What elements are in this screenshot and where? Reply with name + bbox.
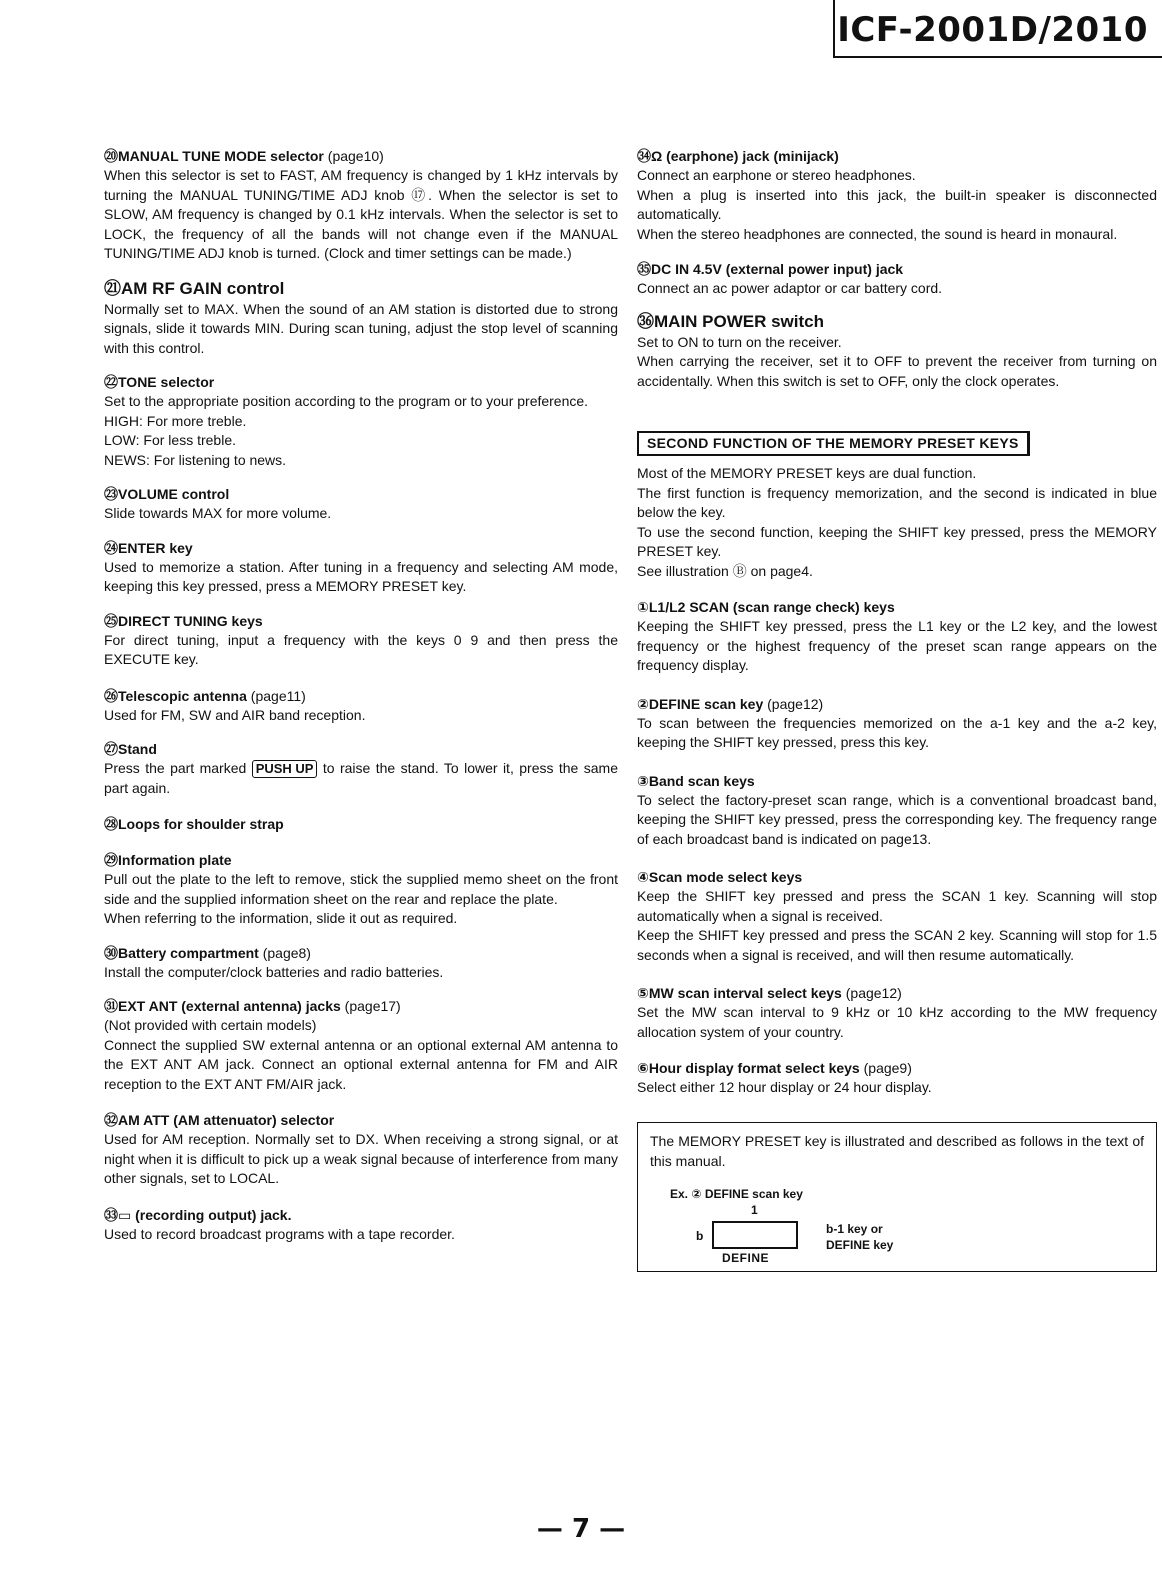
page-number: — 7 — — [536, 1514, 626, 1544]
item-body — [637, 791, 1157, 850]
item-title-text: TONE selector — [118, 374, 215, 390]
item-number: ㉑ — [104, 278, 121, 298]
page-reference: (page10) — [323, 148, 384, 164]
list-item — [637, 311, 1157, 392]
list-item — [637, 694, 1157, 753]
item-paragraph: Pull out the plate to the left to remove, stick the supplied memo sheet on the front side and the supplied information sheet on the rear and replace the plate. — [104, 871, 618, 907]
item-title — [104, 1110, 618, 1130]
page-reference: (page11) — [246, 687, 306, 704]
item-title — [104, 1205, 618, 1225]
item-title — [104, 146, 618, 166]
section-header: SECOND FUNCTION OF THE MEMORY PRESET KEYS — [637, 431, 1030, 456]
item-title-text: MAIN POWER switch — [654, 311, 825, 331]
item-paragraph: Normally set to MAX. When the sound of an AM station is distorted due to strong signals, slide it towards MIN. During scan tuning, adjust the stop level of scanning with this control. — [104, 300, 618, 356]
key-description-line: b-1 key or — [826, 1221, 883, 1236]
header-box — [833, 0, 1162, 58]
item-number: ㉕ — [104, 612, 118, 629]
item-title-text: AM ATT (AM attenuator) selector — [118, 1112, 335, 1128]
list-item — [104, 850, 618, 929]
item-number: ㉘ — [104, 816, 118, 832]
item-body — [104, 166, 618, 264]
key-top-label: 1 — [751, 1202, 758, 1217]
item-body — [104, 558, 618, 597]
page-reference: (page12) — [841, 985, 902, 1001]
item-number: ㉖ — [104, 687, 118, 704]
model-title: ICF-2001D/2010 — [837, 10, 1148, 50]
item-number: ㉚ — [104, 944, 118, 961]
section-paragraph: See illustration Ⓑ on page4. — [637, 562, 813, 579]
item-paragraph: Install the computer/clock batteries and radio batteries. — [104, 963, 444, 980]
item-title — [104, 739, 618, 759]
item-title — [637, 867, 1157, 887]
item-title-text: Stand — [118, 741, 157, 757]
item-number: ③ — [637, 772, 649, 789]
item-title — [637, 771, 1157, 791]
item-title — [637, 311, 1157, 333]
item-paragraph: When the stereo headphones are connected, the sound is heard in monaural. — [637, 225, 1118, 242]
list-item — [104, 814, 618, 834]
item-title — [637, 597, 1157, 617]
page-reference: (page17) — [340, 998, 401, 1014]
item-title-text: Information plate — [118, 852, 232, 868]
section-intro — [637, 464, 1157, 581]
item-number: ㊱ — [637, 311, 654, 331]
item-number: ㉜ — [104, 1112, 118, 1128]
item-body — [637, 279, 1157, 299]
item-paragraph: NEWS: For listening to news. — [104, 451, 287, 468]
item-body — [637, 333, 1157, 392]
item-paragraph: When this selector is set to FAST, AM frequency is changed by 1 kHz intervals by turning the MANUAL TUNING/TIME ADJ knob ⑰. When the selector is set to SLOW, AM frequency is changed by 0.1 kHz intervals. When the selector is set to LOCK, the frequency of all the bands will not change even if the MANUAL TUNING/TIME ADJ knob is turned. (Clock and timer settings can be made.) — [104, 167, 618, 261]
item-title — [104, 850, 618, 870]
item-paragraph: To select the factory-preset scan range, which is a conventional broadcast band, keeping the SHIFT key pressed, press the corresponding key. The frequency range of each broadcast band is indicated on page13. — [637, 791, 1157, 847]
item-paragraph: Connect the supplied SW external antenna or an optional external AM antenna to the EXT ANT AM jack. Connect an optional external antenna for FM and AIR reception to the EXT ANT FM/AIR jack. — [104, 1036, 618, 1092]
item-paragraph: Keeping the SHIFT key pressed, press the L1 key or the L2 key, and the lowest frequency or the highest frequency of the preset scan range appears on the frequency display. — [637, 618, 1157, 673]
item-title — [104, 686, 618, 706]
item-number: ㉗ — [104, 741, 118, 757]
list-item — [637, 597, 1157, 676]
item-title — [104, 943, 618, 963]
item-number: ㉔ — [104, 539, 118, 556]
right-column — [637, 146, 1157, 1272]
item-body — [637, 887, 1157, 965]
item-title — [637, 1058, 1157, 1078]
item-paragraph: When referring to the information, slide it out as required. — [104, 910, 458, 926]
item-number: ⑥ — [637, 1060, 649, 1076]
item-number: ㉓ — [104, 486, 118, 502]
item-paragraph: Select either 12 hour display or 24 hour display. — [637, 1079, 932, 1095]
list-item — [104, 943, 618, 983]
push-up-label: PUSH UP — [252, 760, 318, 778]
item-number: ⑳ — [104, 148, 118, 164]
item-paragraph: Used to record broadcast programs with a tape recorder. — [104, 1225, 455, 1242]
item-title-text: ▭ (recording output) jack. — [118, 1206, 292, 1223]
item-title-text: Loops for shoulder strap — [118, 816, 284, 832]
list-item — [104, 538, 618, 597]
item-title — [104, 484, 618, 504]
item-paragraph: HIGH: For more treble. — [104, 412, 247, 429]
list-item — [104, 1110, 618, 1189]
list-item — [104, 611, 618, 670]
item-paragraph: Connect an earphone or stereo headphones. — [637, 167, 916, 183]
item-body — [637, 1078, 1157, 1098]
item-title — [637, 983, 1157, 1003]
item-title — [104, 611, 618, 631]
list-item — [637, 983, 1157, 1042]
item-title — [104, 814, 618, 834]
item-body — [104, 1130, 618, 1189]
item-body — [104, 1016, 618, 1094]
key-diagram — [650, 1203, 1144, 1263]
page-reference: (page8) — [258, 944, 311, 961]
item-paragraph: When carrying the receiver, set it to OFF to prevent the receiver from turning on accidentally. When this switch is set to OFF, only the clock operates. — [637, 353, 1157, 389]
page-reference: (page12) — [763, 695, 824, 712]
key-description-line: DEFINE key — [826, 1237, 894, 1252]
item-title — [637, 694, 1157, 714]
item-paragraph: When a plug is inserted into this jack, the built-in speaker is disconnected automatically. — [637, 186, 1157, 222]
item-title-text: L1/L2 SCAN (scan range check) keys — [648, 599, 895, 615]
item-number: ㉝ — [104, 1206, 118, 1223]
item-body — [104, 759, 618, 798]
item-paragraph: Used for FM, SW and AIR band reception. — [104, 706, 366, 723]
section-paragraph: To use the second function, keeping the SHIFT key pressed, press the MEMORY PRESET key. — [637, 523, 1157, 559]
item-number: ㉒ — [104, 374, 118, 390]
key-bottom-label: DEFINE — [722, 1250, 770, 1265]
list-item — [104, 996, 618, 1094]
item-paragraph: Keep the SHIFT key pressed and press the SCAN 1 key. Scanning will stop automatically when a signal is received. — [637, 888, 1157, 924]
item-paragraph: Set to ON to turn on the receiver. — [637, 333, 842, 350]
list-item — [637, 771, 1157, 850]
section-paragraph: The first function is frequency memorization, and the second is indicated in blue below the key. — [637, 484, 1157, 520]
list-item — [637, 867, 1157, 965]
item-body — [637, 714, 1157, 753]
item-title-text: VOLUME control — [118, 486, 230, 502]
item-number: ① — [637, 599, 649, 615]
item-title-text: DEFINE scan key — [648, 695, 764, 712]
item-paragraph: Set the MW scan interval to 9 kHz or 10 kHz according to the MW frequency allocation system of your country. — [637, 1004, 1157, 1040]
item-paragraph: LOW: For less treble. — [104, 432, 237, 448]
item-title — [104, 372, 618, 392]
page-reference: (page9) — [859, 1060, 912, 1076]
list-item — [637, 1058, 1157, 1098]
item-paragraph: Used for AM reception. Normally set to DX. When receiving a strong signal, or at night when it is difficult to pick up a weak signal because of interference from many other signals, set to LOCAL. — [104, 1131, 618, 1186]
list-item — [104, 1205, 618, 1245]
item-body — [104, 631, 618, 670]
list-item — [104, 686, 618, 726]
list-item — [104, 372, 618, 470]
item-title-text: Band scan keys — [648, 772, 755, 789]
item-body — [104, 870, 618, 929]
item-body — [637, 617, 1157, 676]
item-paragraph: Set to the appropriate position according to the program or to your preference. — [104, 393, 589, 409]
item-body — [104, 963, 618, 983]
item-paragraph: (Not provided with certain models) — [104, 1017, 317, 1033]
item-paragraph — [104, 759, 618, 798]
item-body — [104, 1225, 618, 1245]
item-title-text: EXT ANT (external antenna) jacks — [118, 998, 341, 1014]
item-body — [104, 300, 618, 359]
section-paragraph: Most of the MEMORY PRESET keys are dual function. — [637, 465, 977, 481]
item-title-text: Battery compartment — [118, 944, 259, 961]
item-number: ㉟ — [637, 261, 651, 277]
list-item — [104, 484, 618, 524]
item-body — [637, 166, 1157, 244]
item-paragraph: Used to memorize a station. After tuning in a frequency and selecting AM mode, keeping this key pressed, press a MEMORY PRESET key. — [104, 558, 618, 594]
list-item — [104, 146, 618, 264]
item-number: ② — [637, 695, 649, 712]
item-number: ㉞ — [637, 148, 651, 164]
item-number: ㉛ — [104, 998, 118, 1014]
item-title-text: MANUAL TUNE MODE selector — [118, 148, 324, 164]
item-title-text: Scan mode select keys — [648, 869, 803, 885]
item-title — [637, 146, 1157, 166]
item-paragraph: For direct tuning, input a frequency with the keys 0 9 and then press the EXECUTE key. — [104, 631, 618, 667]
item-paragraph: Connect an ac power adaptor or car battery cord. — [637, 280, 943, 296]
item-title — [104, 996, 618, 1016]
item-number: ㉙ — [104, 852, 118, 868]
item-number: ④ — [637, 869, 649, 885]
item-title-text: AM RF GAIN control — [121, 278, 285, 298]
item-title — [104, 278, 618, 300]
list-item — [104, 278, 618, 359]
item-title-text: Ω (earphone) jack (minijack) — [651, 148, 839, 164]
left-column — [104, 146, 618, 1258]
item-body — [104, 392, 618, 470]
item-paragraph: Keep the SHIFT key pressed and press the SCAN 2 key. Scanning will stop for 1.5 seconds when a signal is received, and will then resume automatically. — [637, 927, 1157, 963]
item-body — [104, 706, 618, 726]
item-title — [104, 538, 618, 558]
item-body — [637, 1003, 1157, 1042]
stand-text-post: to raise the stand. To lower it, press the same part again. — [104, 760, 618, 796]
key-description — [826, 1221, 893, 1253]
item-title-text: ENTER key — [118, 539, 193, 556]
item-title-text: Telescopic antenna — [118, 687, 247, 704]
item-title-text: DIRECT TUNING keys — [118, 612, 263, 629]
example-label: Ex. ② DEFINE scan key — [670, 1186, 803, 1201]
list-item — [637, 146, 1157, 244]
item-title — [637, 259, 1157, 279]
item-paragraph: Slide towards MAX for more volume. — [104, 505, 332, 521]
note-text: The MEMORY PRESET key is illustrated and described as follows in the text of this manual. — [650, 1132, 1144, 1169]
item-number: ⑤ — [637, 985, 649, 1001]
list-item — [104, 739, 618, 798]
key-left-label: b — [696, 1228, 704, 1243]
key-illustration — [712, 1221, 798, 1249]
item-body — [104, 504, 618, 524]
item-title-text: DC IN 4.5V (external power input) jack — [651, 261, 904, 277]
item-title-text: Hour display format select keys — [648, 1060, 860, 1076]
item-title-text: MW scan interval select keys — [648, 985, 842, 1001]
memory-preset-note-box — [637, 1122, 1157, 1272]
list-item — [637, 259, 1157, 299]
stand-text-pre: Press the part marked — [104, 760, 252, 776]
item-paragraph: To scan between the frequencies memorized on the a-1 key and the a-2 key, keeping the SHIFT key pressed, press this key. — [637, 714, 1157, 750]
